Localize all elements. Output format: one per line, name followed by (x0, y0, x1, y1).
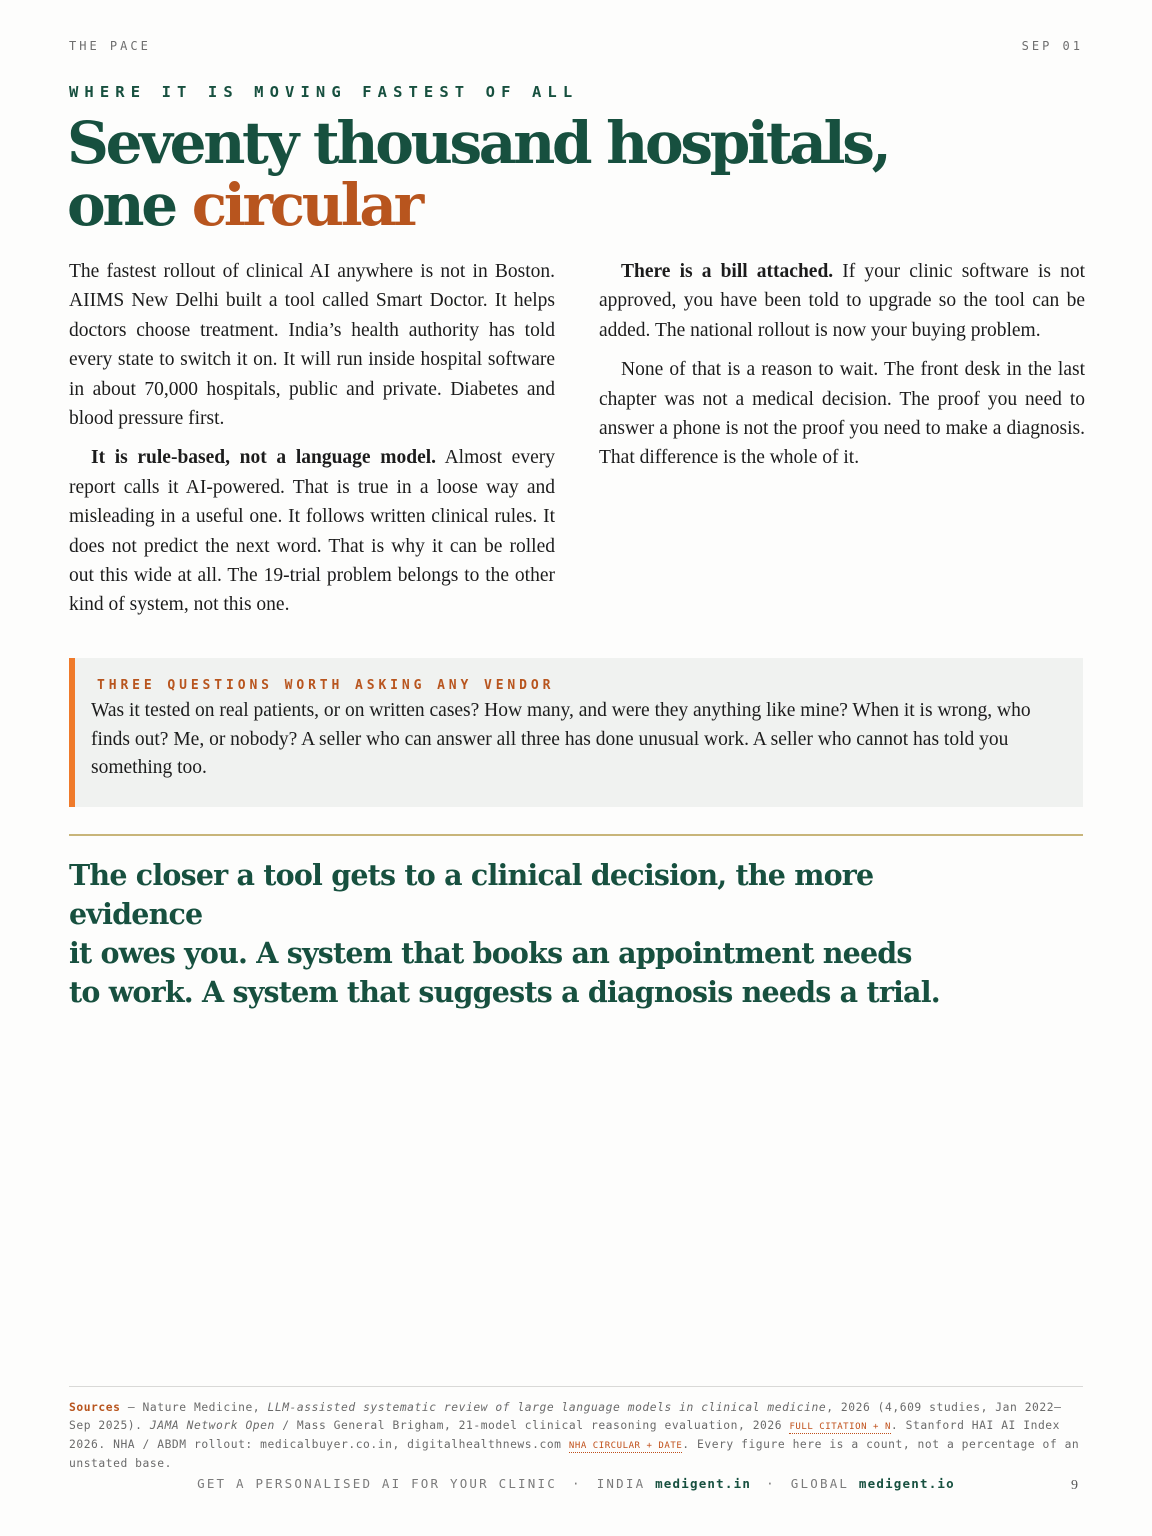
paragraph-text: If your clinic software is not approved, you have been told to upgrade so the tool can be added. The national rollout is now your buying problem. (599, 261, 1086, 341)
citation-placeholder: FULL CITATION + N (789, 1422, 891, 1432)
footer-cta (0, 1476, 1152, 1491)
paragraph-text: Almost every report calls it AI-powered. That is true in a loose way and misleading in a useful one. It follows written clinical rules. It does not predict the next word. That is why it can be rolled out this wide at all. The 19-trial problem belongs to the other kind of system, not this one. (69, 447, 555, 616)
section-divider (69, 834, 1083, 836)
body-column-left (69, 257, 555, 630)
footer-separator: · (571, 1476, 582, 1491)
sources-text: . Stanford HAI AI Index 2026. NHA / ABDM rollout: medicalbuyer.co.in, digitalhealthnews.com (69, 1419, 1061, 1451)
source-title: LLM-assisted systematic review of large language models in clinical medicine (267, 1401, 827, 1414)
article-headline (67, 109, 889, 239)
page-number: 9 (1071, 1478, 1078, 1493)
paragraph-lead: It is rule-based, not a language model. (91, 447, 437, 469)
pull-quote (69, 856, 949, 1012)
footer-global-label: GLOBAL (790, 1476, 850, 1491)
footer-divider (69, 1386, 1083, 1387)
headline-line-1: Seventy thousand hospitals, (67, 109, 889, 177)
callout-label: THREE QUESTIONS WORTH ASKING ANY VENDOR (97, 678, 555, 693)
callout-body: Was it tested on real patients, or on written cases? How many, and were they anything like mine? When it is wrong, who finds out? Me, or nobody? A seller who can answer all three has done unusual work. A seller who cannot has told you something too. (91, 700, 1031, 778)
headline-accent-word: circular (191, 171, 421, 239)
paragraph-lead: There is a bill attached. (621, 261, 834, 282)
paragraph: The fastest rollout of clinical AI anywhere is not in Boston. AIIMS New Delhi built a tool called Smart Doctor. It helps doctors choose treatment. India’s health authority has told every state to switch it on. It will run inside hospital software in about 70,000 hospitals, public and private. Diabetes and blood pressure first. (69, 261, 555, 430)
footer-india-label: INDIA (596, 1476, 646, 1491)
paragraph (69, 443, 555, 619)
pull-quote-line: The closer a tool gets to a clinical decision, the more evidence (69, 858, 874, 931)
footer-separator: · (766, 1476, 776, 1491)
source-title: JAMA Network Open (149, 1419, 275, 1432)
india-site-link[interactable]: medigent.in (655, 1476, 752, 1491)
paragraph (599, 257, 1085, 345)
citation-placeholder: NHA CIRCULAR + DATE (568, 1441, 683, 1451)
vendor-questions-callout (69, 658, 1083, 807)
article-kicker: WHERE IT IS MOVING FASTEST OF ALL (69, 83, 579, 101)
pull-quote-line: it owes you. A system that books an appointment needs (69, 936, 912, 970)
pull-quote-line: to work. A system that suggests a diagnosis needs a trial. (69, 975, 940, 1009)
sources-note (69, 1399, 1083, 1473)
running-head-section: THE PACE (69, 39, 151, 53)
body-column-right (599, 257, 1085, 483)
global-site-link[interactable]: medigent.io (858, 1476, 955, 1491)
paragraph: None of that is a reason to wait. The front desk in the last chapter was not a medical decision. The proof you need to answer a phone is not the proof you need to make a diagnosis. That difference is the whole of it. (599, 359, 1085, 469)
sources-text: / Mass General Brigham, 21-model clinical reasoning evaluation, 2026 (274, 1419, 790, 1432)
running-head-date: SEP 01 (1021, 39, 1083, 53)
headline-line-2-plain: one (67, 171, 175, 239)
sources-text: . Every figure here is a count, not a percentage of an unstated base. (69, 1438, 1080, 1470)
sources-text: — Nature Medicine, (120, 1401, 268, 1414)
sources-label: Sources (69, 1401, 121, 1414)
sources-text: , 2026 (4,609 studies, Jan 2022–Sep 2025). (69, 1401, 1062, 1432)
footer-cta-text: GET A PERSONALISED AI FOR YOUR CLINIC (197, 1476, 557, 1491)
